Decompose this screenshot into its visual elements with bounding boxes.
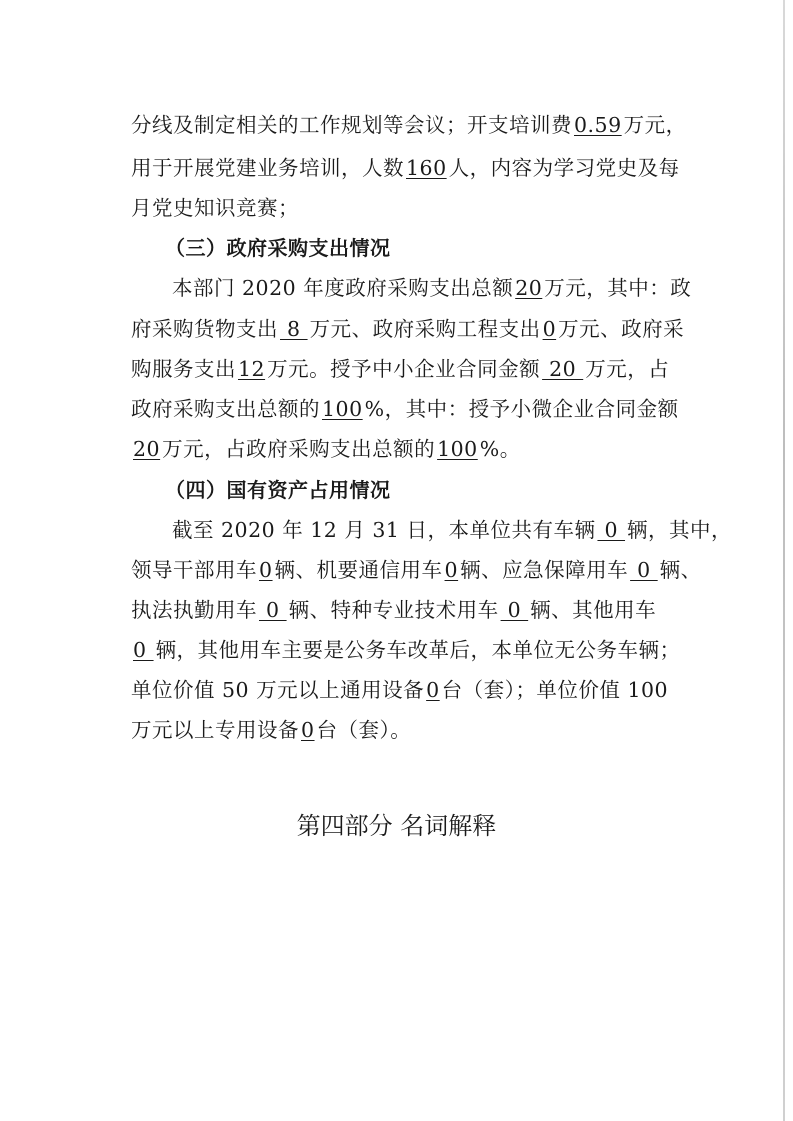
paragraph-line-5	[131, 316, 684, 342]
page-edge-shadow	[783, 0, 785, 1121]
text-segment: 辆、其他用车	[530, 598, 657, 622]
paragraph-line-2	[131, 155, 680, 181]
paragraph-line-4	[172, 275, 691, 301]
underlined-value: 0	[597, 518, 626, 542]
text-segment: 分线及制定相关的工作规划等会议；开支培训费	[131, 113, 572, 137]
underlined-value: 0	[630, 558, 658, 582]
text-segment: 辆、	[659, 558, 702, 582]
underlined-value: 20	[542, 357, 584, 381]
text-segment: 万元，占政府采购支出总额的	[162, 437, 436, 461]
paragraph-line-11	[131, 597, 656, 623]
underlined-value: 0	[301, 718, 315, 742]
section-title: 第四部分 名词解释	[296, 812, 497, 840]
underlined-value: 0.59	[574, 113, 622, 137]
text-segment: 万元，占	[585, 357, 670, 381]
underlined-value: 0	[542, 317, 557, 341]
underlined-value: 8	[280, 317, 308, 341]
text-segment: 用于开展党建业务培训，人数	[131, 156, 404, 180]
paragraph-line-14	[131, 717, 411, 743]
text-segment: 人，内容为学习党史及每	[448, 156, 680, 180]
paragraph-line-6	[131, 356, 669, 382]
paragraph-line-10	[131, 557, 702, 583]
text-segment: （三）政府采购支出情况	[165, 236, 391, 260]
text-segment: 截至 2020 年 12 月 31 日，本单位共有车辆	[172, 518, 596, 542]
paragraph-line-3	[131, 195, 299, 221]
paragraph-line-7	[131, 396, 679, 422]
text-segment: 辆、应急保障用车	[460, 558, 629, 582]
underlined-value: 100	[322, 397, 363, 421]
underlined-value: 0	[259, 558, 273, 582]
underlined-value: 20	[515, 276, 543, 300]
text-segment: 台（套）。	[316, 718, 412, 742]
underlined-value: 20	[133, 437, 161, 461]
underlined-value: 160	[406, 156, 447, 180]
paragraph-line-12	[131, 637, 681, 663]
text-segment: 单位价值 50 万元以上通用设备	[131, 678, 425, 702]
text-segment: 本部门 2020 年度政府采购支出总额	[172, 276, 514, 300]
paragraph-line-8	[131, 436, 521, 462]
underlined-value: 0	[444, 558, 459, 582]
text-segment: 辆，其他用车主要是公务车改革后，本单位无公务车辆；	[155, 638, 681, 662]
text-segment: 月党史知识竞赛；	[131, 196, 299, 220]
text-segment: %。	[479, 437, 521, 461]
section-heading-3	[165, 235, 391, 261]
text-segment: 台（套）；单位价值 100	[441, 678, 669, 702]
text-segment: 辆、机要通信用车	[274, 558, 443, 582]
text-segment: 万元、政府采	[558, 317, 685, 341]
text-segment: 万元，其中：政	[544, 276, 692, 300]
text-segment: 府采购货物支出	[131, 317, 278, 341]
underlined-value: 0	[500, 598, 529, 622]
text-segment: 购服务支出	[131, 357, 236, 381]
underlined-value: 0	[426, 678, 440, 702]
text-segment: 辆、特种专业技术用车	[288, 598, 499, 622]
text-segment: 领导干部用车	[131, 558, 257, 582]
text-segment: （四）国有资产占用情况	[165, 478, 391, 502]
underlined-value: 12	[238, 357, 266, 381]
text-segment: 政府采购支出总额的	[131, 397, 320, 421]
underlined-value: 0	[133, 638, 154, 662]
text-segment: 执法执勤用车	[131, 598, 257, 622]
text-segment: 万元。授予中小企业合同金额	[267, 357, 541, 381]
underlined-value: 0	[259, 598, 287, 622]
text-segment: 万元、政府采购工程支出	[309, 317, 541, 341]
section-heading-4	[165, 477, 391, 503]
text-segment: 万元，	[623, 113, 687, 137]
paragraph-line-13	[131, 677, 668, 703]
underlined-value: 100	[437, 437, 478, 461]
text-segment: 万元以上专用设备	[131, 718, 299, 742]
paragraph-line-1	[131, 112, 687, 138]
text-segment: %，其中：授予小微企业合同金额	[364, 397, 679, 421]
text-segment: 辆，其中，	[627, 518, 733, 542]
paragraph-line-9	[172, 517, 732, 543]
